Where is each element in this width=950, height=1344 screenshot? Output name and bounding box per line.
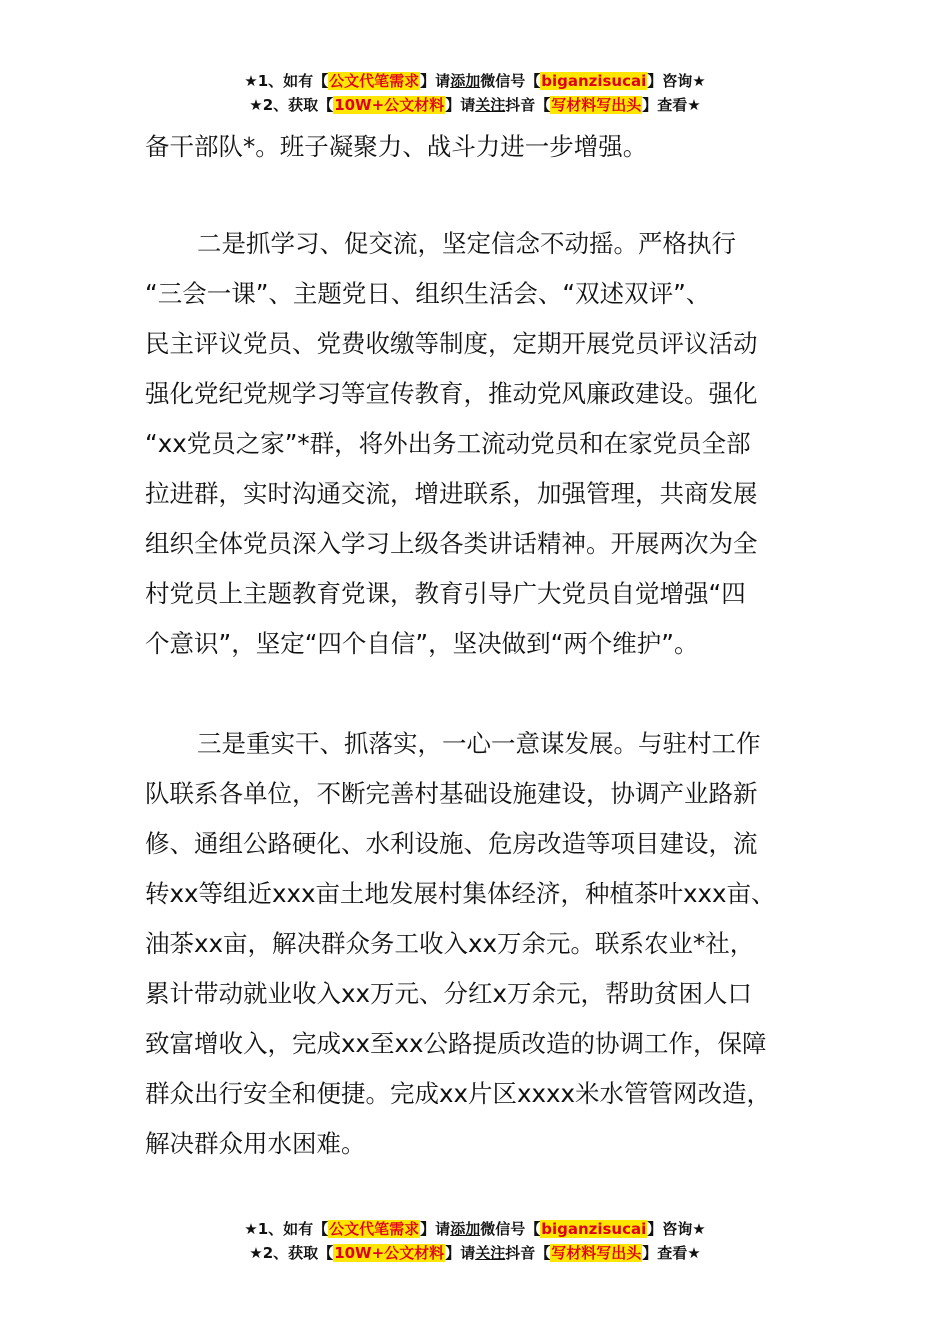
text-line: 拉进群，实时沟通交流，增进联系，加强管理，共商发展 [145,479,758,508]
banner-text: ★1、如有【 [244,1220,329,1238]
banner-text: 】请 [420,1220,451,1238]
banner-text: 】咨询★ [647,72,706,90]
text-line: 个意识”，坚定“四个自信”，坚决做到“两个维护”。 [145,629,699,658]
top-banner-line-1 [0,70,950,92]
banner-text: ★1、如有【 [244,72,329,90]
banner-text: ★2、获取【 [249,96,334,114]
banner-text: 】咨询★ [647,1220,706,1238]
banner-text: 】请 [420,72,451,90]
banner-highlight-douyin-id: 写材料写出头 [551,96,642,114]
banner-highlight-service: 公文代笔需求 [329,1220,420,1238]
top-banner-line-2 [0,94,950,116]
banner-highlight-service: 公文代笔需求 [329,72,420,90]
banner-highlight-materials: 10W+公文材料 [334,96,445,114]
text-line: 强化党纪党规学习等宣传教育，推动党风廉政建设。强化 [145,379,758,408]
paragraph-3-first-line: 三是重实干、抓落实，一心一意谋发展。与驻村工作 [197,729,761,758]
banner-underline-text: 添加 [450,1220,481,1238]
text-line: 油茶xx亩，解决群众务工收入xx万余元。联系农业*社， [145,929,755,958]
banner-highlight-douyin-id: 写材料写出头 [551,1244,642,1262]
text-line: 累计带动就业收入xx万元、分红x万余元，帮助贫困人口 [145,979,752,1008]
text-line: 组织全体党员深入学习上级各类讲话精神。开展两次为全 [145,529,758,558]
banner-text: 】查看★ [642,96,701,114]
banner-highlight-wechat-id: biganzisucai [541,72,647,90]
text-line: 转xx等组近xxx亩土地发展村集体经济，种植茶叶xxx亩、 [145,879,776,908]
text-line: 解决群众用水困难。 [145,1129,366,1158]
banner-text: 微信号【 [480,72,541,90]
text-line: “xx党员之家”*群，将外出务工流动党员和在家党员全部 [145,429,751,458]
text-line: 队联系各单位，不断完善村基础设施建设，协调产业路新 [145,779,758,808]
banner-text: 微信号【 [480,1220,541,1238]
text-line: 修、通组公路硬化、水利设施、危房改造等项目建设，流 [145,829,758,858]
paragraph-2-first-line: 二是抓学习、促交流，坚定信念不动摇。严格执行 [197,229,736,258]
banner-highlight-materials: 10W+公文材料 [334,1244,445,1262]
banner-text: 】请 [445,96,476,114]
bottom-banner-line-2 [0,1242,950,1264]
text-line: 备干部队*。班子凝聚力、战斗力进一步增强。 [145,132,648,161]
banner-text: 】查看★ [642,1244,701,1262]
banner-underline-text: 关注 [475,96,506,114]
text-line: “三会一课”、主题党日、组织生活会、“双述双评”、 [145,279,711,308]
banner-text: 】请 [445,1244,476,1262]
banner-underline-text: 关注 [475,1244,506,1262]
text-line: 村党员上主题教育党课，教育引导广大党员自觉增强“四 [145,579,746,608]
banner-underline-text: 添加 [450,72,481,90]
text-line: 致富增收入，完成xx至xx公路提质改造的协调工作，保障 [145,1029,767,1058]
banner-text: 抖音【 [505,1244,551,1262]
banner-highlight-wechat-id: biganzisucai [541,1220,647,1238]
bottom-banner-line-1 [0,1218,950,1240]
text-line: 群众出行安全和便捷。完成xx片区xxxx米水管管网改造， [145,1079,771,1108]
banner-text: 抖音【 [505,96,551,114]
text-line: 民主评议党员、党费收缴等制度，定期开展党员评议活动 [145,329,758,358]
banner-text: ★2、获取【 [249,1244,334,1262]
